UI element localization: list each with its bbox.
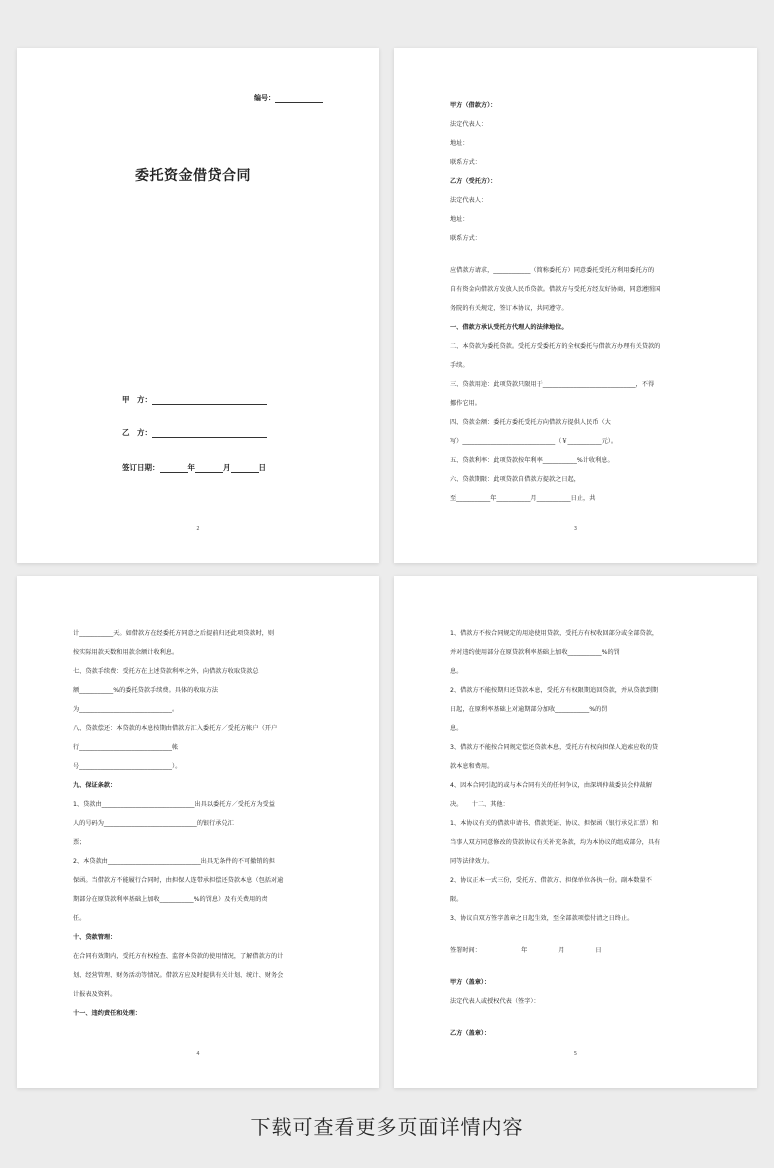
text-line: 八、贷款偿还：本贷款的本息按期由借款方汇入委托方／受托方帐户（开户 [73, 725, 278, 732]
text-line: 一、借款方承认受托方代理人的法律地位。 [450, 324, 568, 331]
text-line: 计___________天。如借款方在经委托方同意之后提前归还此项贷款时，则 [73, 630, 275, 637]
text-line: 十一、违约责任和处理： [73, 1010, 142, 1017]
text-line: 款本息和费用。 [450, 763, 494, 770]
page-number: 3 [573, 526, 578, 532]
text-line: 2、协议正本一式三份，受托方、借款方、担保单位各执一份。副本数量不 [450, 877, 652, 884]
text-line: 2、借款方不能按期归还贷款本息，受托方有权限期追回贷款，并从贷款到期 [450, 687, 659, 694]
text-line: 挪作它用。 [450, 400, 481, 407]
text-line: 保函。当借款方不能履行合同时，由担保人连带承担偿还贷款本息（包括对逾 [73, 877, 284, 884]
text-line: 额___________%的委托贷款手续费。具体的收取方法 [73, 687, 219, 694]
text-line: 息。 [450, 725, 463, 732]
text-line: 乙方（盖章）： [450, 1030, 491, 1037]
sign-date-field: 签订日期： 年 月 日 [122, 463, 266, 472]
text-line: 人的号码为______________________________的银行承兑汇 [73, 820, 234, 827]
text-line: 法定代表人： [450, 121, 488, 128]
text-line: 行______________________________帐 [73, 744, 179, 751]
text-line: 自有资金向借款方发放人民币贷款。借款方与受托方经友好协商，同意遵照国 [450, 286, 661, 293]
text-line: 法定代表人： [450, 197, 488, 204]
text-line: 并对违约使用部分在原贷款利率基础上加收___________%的罚 [450, 649, 620, 656]
text-line: 计报表及资料。 [73, 991, 117, 998]
text-line: 地址： [450, 216, 469, 223]
text-line: 务院的有关规定，签订本协议，共同遵守。 [450, 305, 568, 312]
text-line [450, 960, 705, 973]
text-line: 决。 十二、其他： [450, 801, 509, 808]
text-line: 任。 [73, 915, 86, 922]
text-line: 五、贷款利率：此项贷款按年利率___________%计收利息。 [450, 457, 614, 464]
serial-number: 编号： [254, 93, 323, 103]
page-body [450, 624, 705, 1043]
text-line: 限。 [450, 896, 463, 903]
contract-page-4 [17, 576, 379, 1088]
party-a-field: 甲 方： [122, 394, 267, 405]
text-line: 3、协议自双方签字盖章之日起生效，至全部款项偿付清之日终止。 [450, 915, 634, 922]
contract-page-3 [394, 48, 757, 563]
text-line: 当事人双方同意修改的贷款协议有关补充条款，均为本协议的组成部分，具有 [450, 839, 661, 846]
text-line: 七、贷款手续费：受托方在上述贷款利率之外，向借款方收取贷款总 [73, 668, 259, 675]
page-body [73, 624, 327, 1023]
party-b-field: 乙 方： [122, 427, 267, 438]
text-line: 划、经营管理、财务活动等情况。借款方应及时提供有关计划、统计、财务会 [73, 972, 284, 979]
text-line [450, 248, 705, 261]
text-line [450, 928, 705, 941]
text-line: 手续。 [450, 362, 469, 369]
text-line: 甲方（借款方）： [450, 102, 497, 109]
text-line: 1、贷款由______________________________出具以委托方／受托方为受益 [73, 801, 275, 808]
text-line: 应借款方请求，____________（简称委托方）同意委托受托方利用委托方的 [450, 267, 655, 274]
page-number: 4 [196, 1051, 200, 1057]
text-line: 二、本贷款为委托贷款。受托方受委托方的全权委托与借款方办理有关贷款的 [450, 343, 661, 350]
text-line: 号______________________________）。 [73, 763, 182, 770]
text-line: 为______________________________。 [73, 706, 179, 713]
page-number: 5 [573, 1051, 578, 1057]
text-line: 同等法律效力。 [450, 858, 494, 865]
text-line: 3、借款方不能按合同规定偿还贷款本息，受托方有权向担保人追索应收的贷 [450, 744, 659, 751]
text-line: 在合同有效期内，受托方有权检查、监督本贷款的使用情况，了解借款方的计 [73, 953, 284, 960]
text-line: 联系方式： [450, 235, 481, 242]
text-line: 票； [73, 839, 86, 846]
text-line: 至___________年___________月___________日止，共 [450, 495, 596, 502]
text-line: 三、贷款用途：此项贷款只限用于______________________________，不得 [450, 381, 655, 388]
text-line: 甲方（盖章）： [450, 979, 491, 986]
text-line: 九、保证条款： [73, 782, 117, 789]
text-line: 4、因本合同引起的或与本合同有关的任何争议，由深圳仲裁委员会仲裁解 [450, 782, 652, 789]
text-line: 法定代表人或授权代表（签字）： [450, 998, 540, 1005]
text-line: 六、贷款期限：此项贷款自借款方提款之日起， [450, 476, 580, 483]
text-line: 乙方（受托方）： [450, 178, 497, 185]
text-line: 签署时间： 年 月 日 [450, 947, 602, 954]
text-line: 地址： [450, 140, 469, 147]
page-body [450, 96, 705, 508]
text-line: 1、本协议有关的借款申请书、借款凭证、协议、担保函（银行承兑汇票）和 [450, 820, 659, 827]
page-number: 2 [196, 526, 200, 532]
cover-page [17, 48, 379, 563]
text-line: 日起，在原利率基础上对逾期部分加收___________%的罚 [450, 706, 608, 713]
text-line: 联系方式： [450, 159, 481, 166]
contract-page-5 [394, 576, 757, 1088]
text-line: 按实际用款天数和用款余额计收利息。 [73, 649, 179, 656]
text-line: 写）______________________________（￥___________元）。 [450, 438, 618, 445]
contract-title: 委托资金借贷合同 [135, 168, 251, 184]
text-line: 期部分在原贷款利率基础上加收___________%的罚息）及有关费用的责 [73, 896, 268, 903]
text-line: 1、借款方不按合同规定的用途使用贷款，受托方有权收回部分或全部贷款， [450, 630, 659, 637]
download-caption[interactable]: 下载可查看更多页面详情内容 [250, 1115, 524, 1139]
text-line: 2、本贷款由______________________________出具无条件的不可撤销的担 [73, 858, 275, 865]
text-line [450, 1011, 705, 1024]
text-line: 四、贷款金额：委托方委托受托方向借款方提供人民币（大 [450, 419, 611, 426]
text-line: 十、贷款管理： [73, 934, 117, 941]
text-line: 息。 [450, 668, 463, 675]
